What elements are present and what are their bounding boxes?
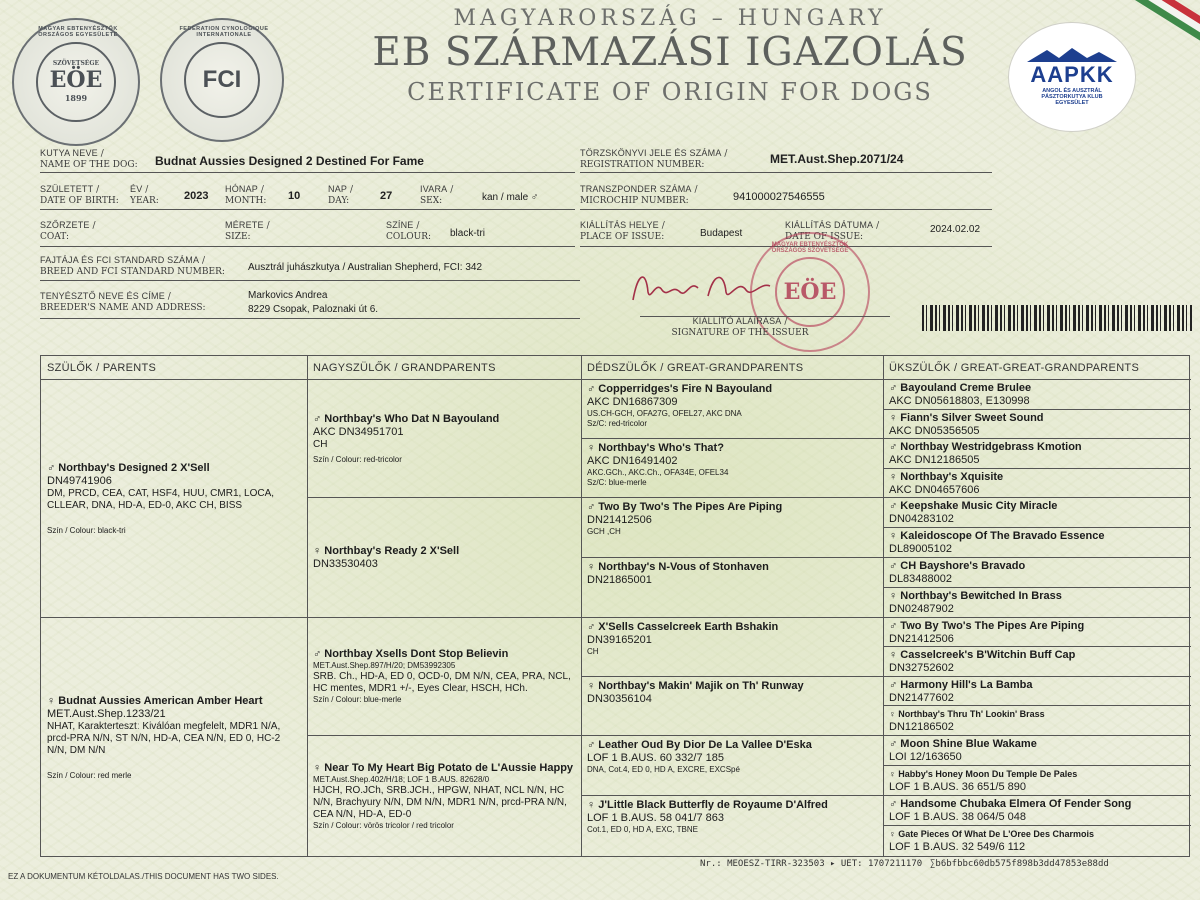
gg-titles: Cot.1, ED 0, HD A, EXC, TBNE (587, 825, 698, 834)
rule (40, 280, 580, 281)
gg-titles: DNA, Cot.4, ED 0, HD A, EXCRE, EXCSpé (587, 765, 740, 774)
document-hash: ∑b6bfbbc60db575f898b3dd47853e88dd (930, 859, 1109, 869)
ggg-name: ♂ Bayouland Creme Brulee (889, 382, 1032, 394)
dob-label: SZÜLETETT / DATE OF BIRTH: (40, 184, 119, 206)
ggg-reg: AKC DN05618803, E130998 (889, 395, 1030, 407)
ggg-reg: DL83488002 (889, 573, 953, 585)
day-label: NAP / DAY: (328, 184, 354, 206)
ggg-cell (883, 618, 1191, 647)
ggg-cell (883, 736, 1191, 766)
breeder-name-value: Markovics Andrea (248, 290, 328, 301)
ggg-reg: DN02487902 (889, 603, 954, 615)
gg-reg: AKC DN16867309 (587, 396, 678, 408)
ggg-reg: DN12186502 (889, 721, 954, 733)
header-subtitle: CERTIFICATE OF ORIGIN FOR DOGS (407, 78, 933, 106)
parent-colour: Szín / Colour: black-tri (47, 525, 126, 535)
ggg-name: ♂ Keepshake Music City Miracle (889, 500, 1058, 512)
great-grandparent (581, 796, 883, 857)
grandparent (307, 380, 581, 498)
ggg-name: ♀ Northbay's Xquisite (889, 471, 1004, 483)
ggg-cell (883, 469, 1191, 498)
gg-colour: Sz/C: blue-merle (587, 478, 647, 487)
rule (580, 172, 992, 173)
met-seal-logo (12, 18, 140, 146)
place-of-issue-label: KIÁLLÍTÁS HELYE / PLACE OF ISSUE: (580, 220, 665, 242)
gg-name: ♀ Northbay's Who's That? (587, 442, 724, 454)
header-great-great-grandparents: ÜKSZÜLŐK / GREAT-GREAT-GRANDPARENTS (883, 356, 1191, 380)
ggg-name: ♂ CH Bayshore's Bravado (889, 560, 1026, 572)
document-number: Nr.: MEOESZ-TIRR-323503 ▸ UET: 1707211170 (700, 859, 923, 869)
great-grandparent (581, 677, 883, 736)
parent-sire (41, 380, 307, 618)
ggg-reg: LOF 1 B.AUS. 32 549/6 112 (889, 841, 1026, 853)
grandparent-reg: DN33530403 (313, 557, 378, 570)
microchip-label: TRANSZPONDER SZÁMA / MICROCHIP NUMBER: (580, 184, 698, 206)
dog-name-label: KUTYA NEVE / NAME OF THE DOG: (40, 148, 138, 170)
mountain-icon (1027, 48, 1117, 62)
date-of-issue-value: 2024.02.02 (930, 224, 981, 235)
ggg-cell (883, 439, 1191, 469)
ggg-cell (883, 588, 1191, 618)
grandparent-name: ♀ Northbay's Ready 2 X'Sell (313, 544, 460, 557)
gg-reg: LOF 1 B.AUS. 60 332/7 185 (587, 752, 724, 764)
month-value: 10 (288, 190, 301, 202)
month-label: HÓNAP / MONTH: (225, 184, 267, 206)
great-grandparent (581, 498, 883, 558)
day-value: 27 (380, 190, 393, 202)
gg-name: ♀ J'Little Black Butterfly de Royaume D'Alfred (587, 799, 828, 811)
year-value: 2023 (184, 190, 209, 202)
colour-value: black-tri (450, 228, 486, 239)
grandparent (307, 736, 581, 857)
parent-reg: MET.Aust.Shep.1233/21 (47, 707, 166, 720)
ggg-name: ♀ Northbay's Bewitched In Brass (889, 590, 1062, 602)
barcode (922, 305, 1192, 331)
rule (40, 209, 575, 210)
gg-reg: DN39165201 (587, 634, 652, 646)
sex-value: kan / male ♂ (482, 192, 539, 203)
ggg-reg: DL89005102 (889, 543, 953, 555)
header-title: EB SZÁRMAZÁSI IGAZOLÁS (372, 30, 968, 75)
ggg-cell (883, 766, 1191, 796)
gg-reg: DN30356104 (587, 693, 652, 705)
ggg-name: ♀ Casselcreek's B'Witchin Buff Cap (889, 649, 1076, 661)
gg-name: ♀ Northbay's N-Vous of Stonhaven (587, 561, 769, 573)
ggg-reg: DN21477602 (889, 692, 954, 704)
registration-label: TÖRZSKÖNYVI JELE ÉS SZÁMA / REGISTRATION NUMBER: (580, 148, 728, 170)
aapkk-subtext: ANGOL ÉS AUSZTRÁL PÁSZTORKUTYA KLUB EGYESÜLET (1041, 88, 1103, 106)
great-grandparent (581, 736, 883, 796)
year-label: ÉV / YEAR: (130, 184, 159, 206)
breeder-address-value: 8229 Csopak, Paloznaki út 6. (248, 304, 379, 315)
microchip-value: 941000027546555 (733, 191, 825, 203)
colour-label: SZÍNE / COLOUR: (386, 220, 432, 242)
ggg-name: ♀ Habby's Honey Moon Du Temple De Pales (889, 769, 1078, 779)
gg-reg: LOF 1 B.AUS. 58 041/7 863 (587, 812, 724, 824)
gg-name: ♂ Leather Oud By Dior De La Vallee D'Eska (587, 739, 812, 751)
ggg-name: ♂ Northbay Westridgebrass Kmotion (889, 441, 1082, 453)
grandparent-titles: CH (313, 438, 328, 450)
sex-label: IVARA / SEX: (420, 184, 454, 206)
parent-titles: DM, PRCD, CEA, CAT, HSF4, HUU, CMR1, LOCA, CLLEAR, DNA, HD-A, ED-0, AKC CH, BISS (47, 487, 275, 511)
ggg-reg: LOF 1 B.AUS. 36 651/5 890 (889, 781, 1026, 793)
gg-colour: Sz/C: red-tricolor (587, 419, 648, 428)
ggg-reg: DN04283102 (889, 513, 954, 525)
parent-titles: NHAT, Karaktertesztː Kiválóan megfelelt, MDR1 N/A, prcd-PRA N/N, ST N/N, HD-A, CEA N/N, ED 0, HC-2 N/N, DM N/N (47, 720, 281, 756)
ggg-reg: LOI 12/163650 (889, 751, 962, 763)
header-country: MAGYARORSZÁG – HUNGARY (453, 6, 887, 31)
ggg-reg: AKC DN04657606 (889, 484, 980, 496)
header-great-grandparents: DÉDSZÜLŐK / GREAT-GRANDPARENTS (581, 356, 883, 380)
grandparent-reg: MET.Aust.Shep.402/H/18; LOF 1 B.AUS. 82628/0 (313, 775, 490, 784)
ggg-reg: AKC DN12186505 (889, 454, 980, 466)
great-grandparent (581, 439, 883, 498)
gg-titles: CH (587, 647, 599, 656)
breed-value: Ausztrál juhászkutya / Australian Shepherd, FCI: 342 (248, 262, 483, 273)
rule (580, 209, 992, 210)
fci-seal-mark: FCI (202, 65, 242, 93)
gg-name: ♀ Northbay's Makin' Majik on Th' Runway (587, 680, 804, 692)
gg-name: ♂ X'Sells Casselcreek Earth Bshakin (587, 621, 779, 633)
gg-reg: AKC DN16491402 (587, 455, 678, 467)
signature-label: KIÁLLÍTÓ ALÁÍRÁSA / SIGNATURE OF THE ISSUER (671, 316, 809, 338)
rule (40, 172, 575, 173)
great-grandparent (581, 380, 883, 439)
gg-titles: AKC.GCh., AKC.Ch., OFA34E, OFEL34 (587, 468, 729, 477)
ggg-reg: DN32752602 (889, 662, 954, 674)
gg-titles: US.CH-GCH, OFA27G, OFEL27, AKC DNA (587, 409, 742, 418)
fci-seal-logo (160, 18, 284, 142)
grandparent-titles: SRB. Ch., HD-A, ED 0, OCD-0, DM N/N, CEA, PRA, NCL, HC mentes, MDR1 +/-, Eyes Clear, HSCH, HCh. (313, 671, 571, 694)
aapkk-logo (1008, 22, 1136, 132)
met-seal-year: 1899 (64, 93, 88, 104)
met-seal-top: SZÖVETSÉGE (52, 60, 100, 68)
ggg-cell (883, 826, 1191, 857)
grandparent-name: ♂ Northbay's Who Dat N Bayouland (313, 412, 500, 425)
great-grandparent (581, 558, 883, 618)
grandparent-colour: Szín / Colour: red-tricolor (313, 454, 402, 464)
parent-name: ♂ Northbay's Designed 2 X'Sell (47, 461, 210, 474)
gg-reg: DN21865001 (587, 574, 652, 586)
ggg-name: ♀ Northbay's Thru Th' Lookin' Brass (889, 709, 1045, 719)
aapkk-mark: AAPKK (1030, 62, 1114, 87)
stamp-mark: EÖE (775, 257, 845, 327)
pedigree-table (40, 355, 1190, 857)
ggg-cell (883, 677, 1191, 706)
parent-dam (41, 618, 307, 857)
gg-name: ♂ Copperridges's Fire N Bayouland (587, 383, 773, 395)
ggg-name: ♂ Handsome Chubaka Elmera Of Fender Song (889, 798, 1132, 810)
size-label: MÉRETE / SIZE: (225, 220, 270, 242)
ggg-cell (883, 796, 1191, 826)
registration-value: MET.Aust.Shep.2071/24 (770, 152, 904, 166)
fci-seal-ring: FEDERATION CYNOLOGIQUE INTERNATIONALE (179, 26, 269, 38)
ggg-reg: DN21412506 (889, 633, 954, 645)
great-grandparent (581, 618, 883, 677)
grandparent (307, 618, 581, 736)
grandparent-titles: HJCH, RO.JCh, SRB.JCH., HPGW, NHAT, NCL N/N, HC N/N, Brachyury N/N, DM N/N, MDR1 N/N, prcd-PRA N/N, CEA N/N, HD-A, ED-0 (313, 785, 567, 820)
ggg-cell (883, 528, 1191, 558)
ggg-name: ♀ Kaleidoscope Of The Bravado Essence (889, 530, 1105, 542)
rule (40, 318, 580, 319)
grandparent-colour: Szín / Colour: vörös tricolor / red tricolor (313, 821, 454, 830)
ggg-cell (883, 498, 1191, 528)
header-parents: SZÜLŐK / PARENTS (41, 356, 307, 380)
gg-name: ♂ Two By Two's The Pipes Are Piping (587, 501, 783, 513)
parent-name: ♀ Budnat Aussies American Amber Heart (47, 694, 263, 707)
ggg-name: ♀ Gate Pieces Of What De L'Oree Des Charmois (889, 829, 1094, 839)
ggg-name: ♂ Harmony Hill's La Bamba (889, 679, 1033, 691)
header-grandparents: NAGYSZÜLŐK / GRANDPARENTS (307, 356, 581, 380)
grandparent-name: ♀ Near To My Heart Big Potato de L'Aussie Happy (313, 762, 574, 774)
rule (40, 246, 575, 247)
two-sides-note: EZ A DOKUMENTUM KÉTOLDALAS./THIS DOCUMENT HAS TWO SIDES. (8, 872, 279, 881)
ggg-cell (883, 380, 1191, 410)
gg-titles: GCH ,CH (587, 527, 621, 536)
grandparent-name: ♂ Northbay Xsells Dont Stop Believin (313, 648, 509, 660)
ggg-name: ♂ Moon Shine Blue Wakame (889, 738, 1037, 750)
ggg-cell (883, 706, 1191, 736)
date-of-issue-label: KIÁLLÍTÁS DÁTUMA / DATE OF ISSUE: (785, 220, 880, 242)
dog-name-value: Budnat Aussies Designed 2 Destined For Fame (155, 154, 424, 168)
ggg-reg: LOF 1 B.AUS. 38 064/5 048 (889, 811, 1026, 823)
place-of-issue-value: Budapest (700, 228, 743, 239)
ggg-name: ♀ Fiann's Silver Sweet Sound (889, 412, 1044, 424)
ggg-cell (883, 647, 1191, 677)
stamp-ring-text: MAGYAR EBTENYÉSZTŐK ORSZÁGOS SZÖVETSÉGE (771, 242, 849, 254)
ggg-cell (883, 558, 1191, 588)
gg-reg: DN21412506 (587, 514, 652, 526)
grandparent-colour: Szín / Colour: blue-merle (313, 695, 402, 704)
grandparent (307, 498, 581, 618)
breeder-label: TENYÉSZTŐ NEVE ÉS CÍME / BREEDER'S NAME AND ADDRESS: (40, 291, 206, 313)
ggg-name: ♂ Two By Two's The Pipes Are Piping (889, 620, 1085, 632)
coat-label: SZŐRZETE / COAT: (40, 220, 96, 242)
met-seal-mark: EÖE (49, 67, 103, 94)
ggg-reg: AKC DN05356505 (889, 425, 980, 437)
met-seal-ring: MAGYAR EBTENYÉSZTŐK ORSZÁGOS EGYESÜLETE (38, 26, 118, 38)
ggg-cell (883, 410, 1191, 439)
grandparent-reg: MET.Aust.Shep.897/H/20; DM53992305 (313, 661, 456, 670)
parent-reg: DN49741906 (47, 474, 112, 487)
parent-colour: Szín / Colour: red merle (47, 770, 132, 780)
breed-label: FAJTÁJA ÉS FCI STANDARD SZÁMA / BREED AND FCI STANDARD NUMBER: (40, 255, 225, 277)
grandparent-reg: AKC DN34951701 (313, 425, 404, 438)
